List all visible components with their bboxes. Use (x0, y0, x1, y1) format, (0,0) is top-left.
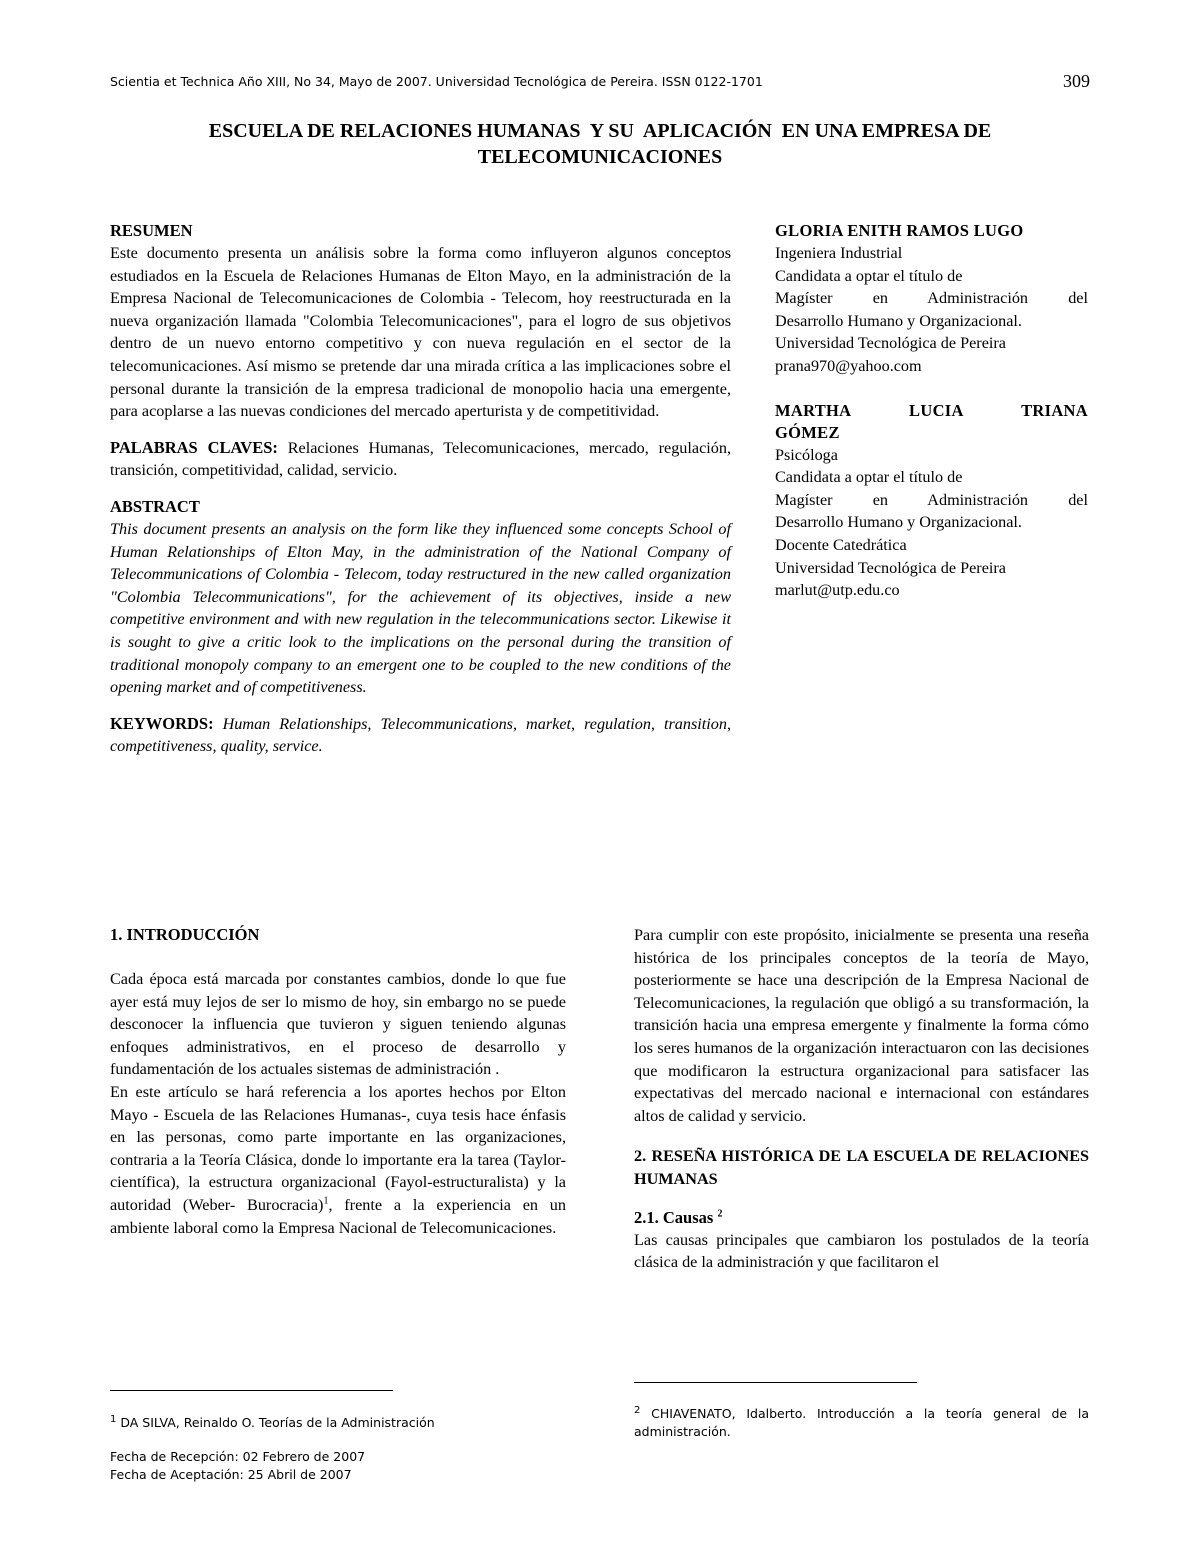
section-2-heading: 2. RESEÑA HISTÓRICA DE LA ESCUELA DE RELACIONES HUMANAS (634, 1147, 1089, 1188)
intro-paragraph-1: Cada época está marcada por constantes cambios, donde lo que fue ayer está muy lejos de ser lo mismo de hoy, sin embargo no se puede desconocer la influencia que tuvieron y siguen teniendo algunas enfoques administrativos, en el proceso de desarrollo y fundamentación de los actuales sistemas de administración . (110, 970, 566, 1079)
author-2-line: Docente Catedrática (775, 535, 907, 554)
page-number: 309 (1063, 71, 1090, 91)
keywords-label: KEYWORDS: (110, 713, 214, 733)
author-2-name-cont: GÓMEZ (775, 422, 840, 442)
intro-p2-text: En este artículo se hará referencia a los aportes hechos por Elton Mayo - Escuela de las Relaciones Humanas-, cuya tesis hace énfasis en las personas, como parte importante en las organizaciones, contraria a la Teoría Clásica, donde lo importante era la tarea (Taylor-científica), la estructura organizacional (Fayol-estructuralista) y la autoridad (Weber- Burocracia) (110, 1082, 566, 1214)
author-2-name: MARTHA LUCIA TRIANA (775, 400, 1088, 420)
author-1-line: Ingeniera Industrial (775, 244, 903, 262)
footnote-rule-right (634, 1382, 917, 1383)
resumen-text: Este documento presenta un análisis sobre la forma como influyeron algunos conceptos estudiados en la Escuela de Relaciones Humanas de Elton Mayo, en la administración de la Empresa Nacional de Telecomunicaciones de Colombia - Telecom, hoy reestructurada en la nueva organización llamada "Colombia Telecomunicaciones", para el logro de sus objetivos dentro de un nuevo entorno competitivo y con nueva regulación en el sector de la telecomunicaciones. Así mismo se pretende dar una mirada crítica a las implicaciones sobre el personal durante la transición de la empresa tradicional de monopolio hacia una emergente, para acoplarse a las nuevas condiciones del mercado aperturista y de competitividad. (110, 244, 731, 421)
accepted-date: Fecha de Aceptación: 25 Abril de 2007 (110, 1467, 352, 1482)
footnote-1-num: 1 (110, 1413, 117, 1425)
body-left-column (110, 924, 566, 1239)
intro-p2-text-end: , frente a la experiencia en un ambiente laboral como la Empresa Nacional de Telecomunicaciones. (110, 1195, 566, 1237)
palabras-label: PALABRAS CLAVES: (110, 437, 278, 457)
journal-citation: Scientia et Technica Año XIII, No 34, Mayo de 2007. Universidad Tecnológica de Pereira. ISSN 0122-1701 (110, 74, 763, 89)
body-right-column (634, 924, 1089, 1274)
author-1-line: Magíster en Administración del (775, 289, 1088, 308)
footnote-2 (634, 1405, 1089, 1441)
intro-paragraph-2 (110, 1081, 566, 1239)
palabras-text: Relaciones Humanas, Telecomunicaciones, mercado, regulación, transición, competitividad, calidad, servicio. (110, 438, 731, 480)
author-2-line: Psicóloga (775, 445, 838, 464)
abstract-text: This document presents an analysis on the form like they influenced some concepts School of Human Relationships of Elton May, in the administration of the National Company of Telecommunications of Colombia - Telecom, today restructured in the new called organization "Colombia Telecommunications", for the achievement of its objectives, inside a new competitive environment and with new regulation in the telecommunications sector. Likewise it is sought to give a critic look to the implications on the personal during the transition of traditional monopoly company to an emergent one to be coupled to the new conditions of the opening market and of competitiveness. (110, 519, 731, 697)
causas-label: 2.1. Causas (634, 1207, 718, 1227)
author-2-line: Desarrollo Humano y Organizacional. (775, 513, 1022, 532)
keywords-text: Human Relationships, Telecommunications, market, regulation, transition, competitiveness, quality, service. (110, 714, 731, 756)
footnote-2-text: CHIAVENATO, Idalberto. Introducción a la teoría general de la administración. (634, 1406, 1089, 1439)
reception-dates (110, 1448, 566, 1484)
intro-heading: 1. INTRODUCCIÓN (110, 925, 260, 944)
author-1-email: prana970@yahoo.com (775, 356, 922, 375)
authors-column (775, 220, 1088, 602)
received-date: Fecha de Recepción: 02 Febrero de 2007 (110, 1449, 366, 1464)
footnote-rule-left (110, 1390, 393, 1391)
footnote-ref-1: 1 (323, 1195, 329, 1207)
author-2-line: Universidad Tecnológica de Pereira (775, 558, 1006, 577)
running-header (110, 71, 1090, 91)
author-2-line: Candidata a optar el título de (775, 468, 963, 487)
author-2-line: Magíster en Administración del (775, 490, 1088, 509)
footnote-ref-2: 2 (717, 1208, 723, 1220)
abstract-column (110, 220, 731, 758)
author-1-line: Desarrollo Humano y Organizacional. (775, 311, 1022, 330)
abstract-heading: ABSTRACT (110, 496, 200, 516)
paper-title (110, 118, 1090, 170)
author-1-line: Universidad Tecnológica de Pereira (775, 334, 1006, 353)
title-line-1: ESCUELA DE RELACIONES HUMANAS Y SU APLICACIÓN EN UNA EMPRESA DE (208, 120, 992, 142)
keywords (110, 713, 731, 758)
resumen-heading: RESUMEN (110, 221, 193, 240)
palabras-claves (110, 437, 731, 482)
footnote-2-num: 2 (634, 1404, 641, 1416)
title-line-2: TELECOMUNICACIONES (477, 146, 723, 168)
author-1-line: Candidata a optar el título de (775, 266, 963, 285)
causas-paragraph: Las causas principales que cambiaron los postulados de la teoría clásica de la administración y que facilitaron el (634, 1230, 1089, 1272)
author-2-email: marlut@utp.edu.co (775, 581, 900, 600)
footnote-1-text: DA SILVA, Reinaldo O. Teorías de la Administración (116, 1415, 435, 1430)
footnote-1 (110, 1414, 566, 1432)
purpose-paragraph: Para cumplir con este propósito, inicialmente se presenta una reseña histórica de los principales conceptos de la teoría de Mayo, posteriormente se hace una descripción de la Empresa Nacional de Telecomunicaciones, la regulación que obligó a su transformación, la transición hacia una empresa emergente y finalmente la forma cómo los seres humanos de la organización interactuaron con las decisiones que modificaron la estructura organizacional para satisfacer las expectativas del mercado nacional e internacional con estándares altos de calidad y servicio. (634, 926, 1089, 1125)
author-1-name: GLORIA ENITH RAMOS LUGO (775, 221, 1024, 240)
causas-heading (634, 1207, 1089, 1229)
